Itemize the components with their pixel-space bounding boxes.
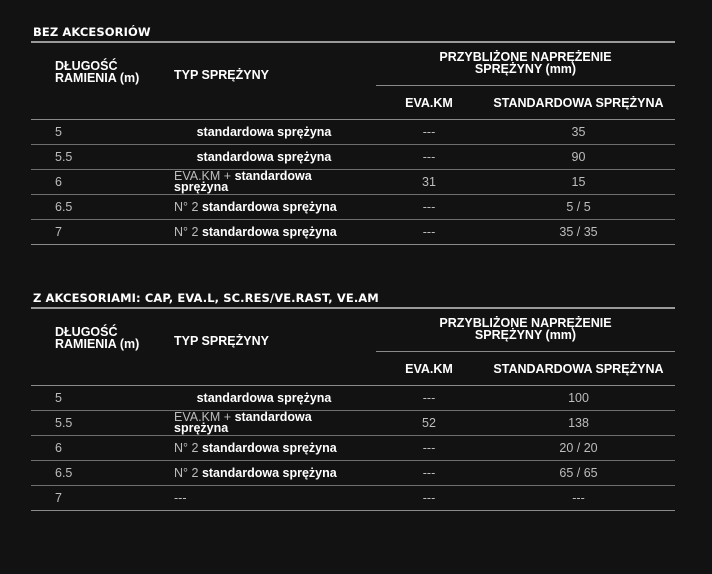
table-row: [31, 195, 675, 220]
table-body: [31, 120, 675, 245]
cell-eva-km: ---: [422, 391, 436, 405]
table-row: [31, 220, 675, 245]
cell-eva-km: ---: [422, 150, 436, 164]
table-row: [31, 436, 675, 461]
spring-type-prefix: N° 2: [174, 465, 202, 480]
section-title: BEZ AKCESORIÓW: [31, 24, 675, 43]
cell-standard-spring: ---: [572, 491, 585, 505]
spring-type-name: standardowa sprężyna: [196, 390, 332, 405]
cell-spring-type: [159, 145, 369, 169]
cell-eva-km: ---: [422, 441, 436, 455]
header-approx-tension: PRZYBLIŻONE NAPRĘŻENIE SPRĘŻYNY (mm): [439, 316, 612, 342]
spring-type-prefix: EVA.KM +: [174, 410, 235, 424]
cell-standard-spring: 100: [568, 391, 589, 405]
cell-eva-km: 52: [422, 416, 436, 430]
spring-type-prefix: EVA.KM +: [174, 169, 235, 183]
cell-arm-length: 5: [55, 125, 62, 139]
cell-eva-km: ---: [422, 466, 436, 480]
cell-arm-length: 5: [55, 391, 62, 405]
spring-type-prefix: N° 2: [174, 224, 202, 239]
cell-spring-type: [174, 195, 374, 219]
cell-arm-length: 7: [55, 225, 62, 239]
header-approx-tension: PRZYBLIŻONE NAPRĘŻENIE SPRĘŻYNY (mm): [439, 50, 612, 76]
section-title: Z AKCESORIAMI: CAP, EVA.L, SC.RES/VE.RAST, VE.AM: [31, 290, 675, 309]
header-standard-spring: STANDARDOWA SPRĘŻYNA: [493, 96, 664, 110]
header-divider: [376, 85, 675, 86]
header-divider: [376, 351, 675, 352]
cell-standard-spring: 65 / 65: [559, 466, 598, 480]
table-row: [31, 145, 675, 170]
cell-arm-length: 6: [55, 441, 62, 455]
table-body: [31, 386, 675, 511]
table-row: [31, 170, 675, 195]
cell-spring-type: [159, 386, 369, 410]
table-section-no-accessories: [31, 24, 675, 245]
table-row: [31, 461, 675, 486]
cell-standard-spring: 90: [571, 150, 586, 164]
header-arm-length: DŁUGOŚĆ RAMIENIA (m): [55, 325, 140, 351]
spring-type-prefix: N° 2: [174, 440, 202, 455]
spring-type-name: standardowa sprężyna: [201, 465, 337, 480]
cell-eva-km: ---: [422, 225, 436, 239]
header-standard-spring: STANDARDOWA SPRĘŻYNA: [493, 362, 664, 376]
table-row: [31, 120, 675, 145]
table-header: [31, 43, 675, 120]
spring-type-name: standardowa sprężyna: [201, 199, 337, 214]
cell-standard-spring: 20 / 20: [559, 441, 598, 455]
cell-standard-spring: 138: [568, 416, 589, 430]
spring-type-name: standardowa sprężyna: [174, 169, 312, 194]
cell-arm-length: 7: [55, 491, 62, 505]
table-row: [31, 411, 675, 436]
cell-spring-type: [159, 120, 369, 144]
header-spring-type: TYP SPRĘŻYNY: [174, 334, 269, 348]
cell-standard-spring: 15: [571, 175, 586, 189]
table-row: [31, 486, 675, 511]
cell-arm-length: 5.5: [55, 416, 73, 430]
cell-standard-spring: 35 / 35: [559, 225, 598, 239]
header-eva-km: EVA.KM: [405, 96, 453, 110]
cell-arm-length: 6.5: [55, 466, 73, 480]
cell-spring-type: [174, 170, 349, 194]
spring-type-name: standardowa sprężyna: [196, 149, 332, 164]
cell-eva-km: ---: [422, 200, 436, 214]
cell-eva-km: 31: [422, 175, 436, 189]
cell-spring-type: [174, 461, 374, 485]
cell-eva-km: ---: [422, 125, 436, 139]
spring-type-prefix: ---: [174, 490, 187, 505]
table-row: [31, 386, 675, 411]
cell-spring-type: [174, 411, 349, 435]
cell-arm-length: 6.5: [55, 200, 73, 214]
cell-spring-type: [174, 436, 374, 460]
table-header: [31, 309, 675, 386]
spring-type-name: standardowa sprężyna: [196, 124, 332, 139]
cell-spring-type: [174, 220, 374, 244]
spring-type-prefix: N° 2: [174, 199, 202, 214]
spring-type-name: standardowa sprężyna: [201, 224, 337, 239]
spring-type-name: standardowa sprężyna: [201, 440, 337, 455]
cell-standard-spring: 35: [571, 125, 586, 139]
cell-arm-length: 6: [55, 175, 62, 189]
cell-arm-length: 5.5: [55, 150, 73, 164]
header-eva-km: EVA.KM: [405, 362, 453, 376]
spring-type-name: standardowa sprężyna: [174, 410, 312, 435]
header-arm-length: DŁUGOŚĆ RAMIENIA (m): [55, 59, 140, 85]
cell-standard-spring: 5 / 5: [566, 200, 591, 214]
header-spring-type: TYP SPRĘŻYNY: [174, 68, 269, 82]
cell-eva-km: ---: [422, 491, 436, 505]
table-section-with-accessories: [31, 290, 675, 511]
cell-spring-type: [174, 486, 374, 510]
